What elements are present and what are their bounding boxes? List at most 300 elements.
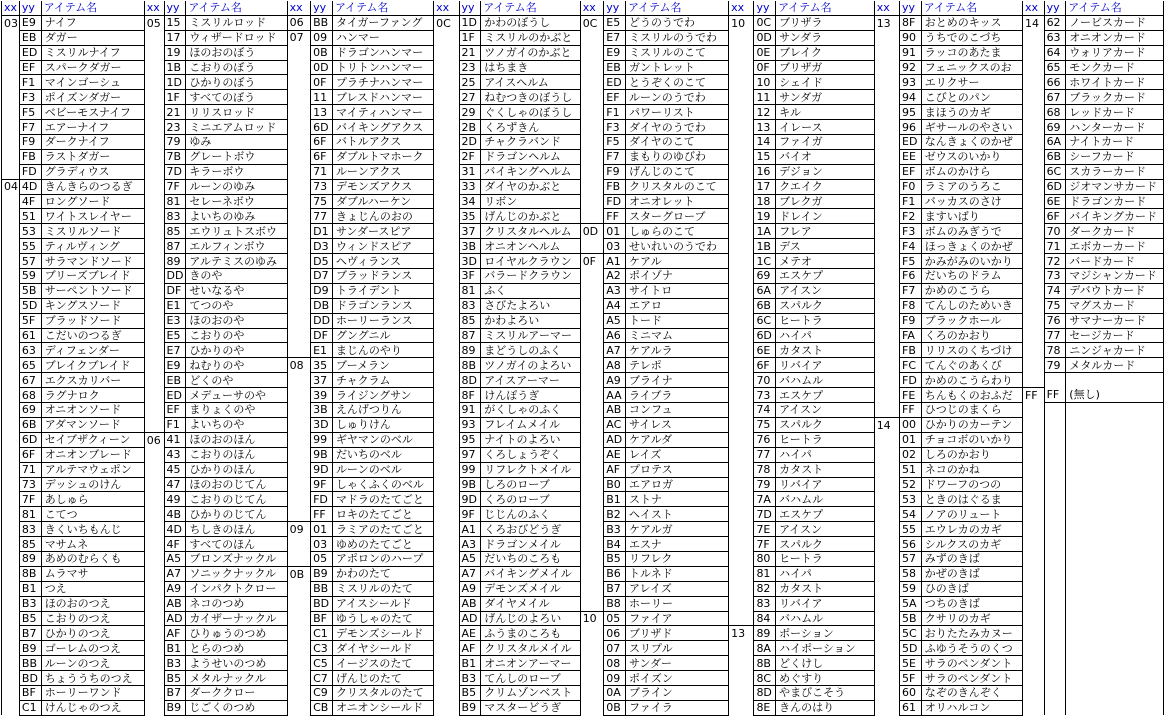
xx-code-cell bbox=[580, 551, 604, 566]
xx-code-cell bbox=[874, 551, 899, 566]
table-row bbox=[2, 120, 1164, 135]
yy-code-cell: FF bbox=[900, 403, 922, 418]
yy-code-cell: E3 bbox=[164, 313, 186, 328]
xx-code-cell bbox=[874, 462, 899, 477]
xx-code-cell bbox=[580, 656, 604, 671]
yy-code-cell: F7 bbox=[900, 283, 922, 298]
xx-code-cell bbox=[144, 120, 164, 135]
item-name-cell: ラグナロク bbox=[41, 388, 144, 403]
yy-code-cell: F8 bbox=[900, 298, 922, 313]
xx-code-cell bbox=[874, 60, 899, 75]
xx-code-cell bbox=[580, 432, 604, 447]
yy-code-cell: A8 bbox=[604, 358, 626, 373]
item-name-cell: ディフェンダー bbox=[41, 343, 144, 358]
xx-code-cell bbox=[287, 417, 311, 432]
xx-code-cell bbox=[1022, 224, 1044, 239]
empty-cell bbox=[1044, 462, 1066, 477]
xx-code-cell bbox=[287, 328, 311, 343]
item-name-cell: ウィンドスピア bbox=[332, 239, 433, 254]
item-name-cell: サラマンドソード bbox=[41, 254, 144, 269]
yy-code-cell: A3 bbox=[604, 283, 626, 298]
yy-code-cell: DF bbox=[164, 283, 186, 298]
xx-code-cell bbox=[287, 45, 311, 60]
yy-code-cell: A5 bbox=[604, 313, 626, 328]
xx-code-cell bbox=[874, 641, 899, 656]
xx-code-cell bbox=[287, 596, 311, 611]
xx-code-cell bbox=[434, 403, 459, 418]
yy-code-cell: 83 bbox=[459, 298, 481, 313]
xx-code-cell bbox=[2, 700, 20, 715]
yy-code-cell: EF bbox=[19, 60, 41, 75]
item-name-cell: だいちのころも bbox=[481, 551, 580, 566]
table-row bbox=[2, 641, 1164, 656]
empty-cell bbox=[1066, 447, 1164, 462]
xx-code-cell bbox=[2, 254, 20, 269]
item-name-cell: きんのはり bbox=[776, 700, 875, 715]
item-name-cell: ウォリアカード bbox=[1066, 45, 1164, 60]
xx-code-cell bbox=[287, 254, 311, 269]
item-name-cell: エスナ bbox=[626, 537, 729, 552]
yy-code-cell: A5 bbox=[164, 551, 186, 566]
xx-code-cell bbox=[2, 90, 20, 105]
yy-code-cell: 19 bbox=[754, 209, 776, 224]
item-name-cell: ほのおのぼう bbox=[186, 45, 287, 60]
item-name-cell: ルーンアクス bbox=[332, 164, 433, 179]
yy-code-cell: 72 bbox=[1044, 254, 1066, 269]
xx-code-cell bbox=[580, 522, 604, 537]
xx-code-cell bbox=[144, 149, 164, 164]
item-name-cell: くろおびどうぎ bbox=[481, 522, 580, 537]
item-name-cell: ポイズンダガー bbox=[41, 90, 144, 105]
item-name-cell: バラードクラウン bbox=[481, 269, 580, 284]
table-row bbox=[2, 462, 1164, 477]
header-name-2: アイテム名 bbox=[186, 1, 287, 15]
xx-code-cell bbox=[874, 298, 899, 313]
yy-code-cell: 08 bbox=[604, 656, 626, 671]
item-name-cell: スカラーカード bbox=[1066, 164, 1164, 179]
xx-code-cell bbox=[729, 60, 754, 75]
table-row bbox=[2, 700, 1164, 715]
yy-code-cell: F3 bbox=[604, 120, 626, 135]
xx-code-cell bbox=[1022, 254, 1044, 269]
item-name-cell: ひのきば bbox=[921, 581, 1022, 596]
xx-code-cell bbox=[144, 209, 164, 224]
yy-code-cell: E9 bbox=[164, 358, 186, 373]
item-name-cell: ポイズン bbox=[626, 671, 729, 686]
xx-code-cell bbox=[144, 254, 164, 269]
xx-code-cell bbox=[287, 105, 311, 120]
xx-code-cell bbox=[580, 447, 604, 462]
item-name-cell: かみがみのいかり bbox=[921, 254, 1022, 269]
item-name-cell: バトルアクス bbox=[332, 135, 433, 150]
yy-code-cell: 66 bbox=[1044, 75, 1066, 90]
yy-code-cell: B3 bbox=[164, 656, 186, 671]
yy-code-cell: EF bbox=[604, 90, 626, 105]
yy-code-cell: 75 bbox=[754, 417, 776, 432]
item-name-cell: クリスタルヘルム bbox=[481, 224, 580, 239]
item-name-cell: ホーリーランス bbox=[332, 313, 433, 328]
yy-code-cell: 64 bbox=[1044, 45, 1066, 60]
item-name-cell: だいちのドラム bbox=[921, 269, 1022, 284]
empty-cell bbox=[1022, 492, 1044, 507]
yy-code-cell: 03 bbox=[604, 239, 626, 254]
item-name-cell: ハイパ bbox=[776, 328, 875, 343]
xx-code-cell bbox=[2, 209, 20, 224]
xx-code-cell bbox=[434, 283, 459, 298]
xx-code-cell bbox=[2, 581, 20, 596]
item-name-cell: けんじゃのつえ bbox=[41, 700, 144, 715]
yy-code-cell: 6D bbox=[1044, 179, 1066, 194]
yy-code-cell: 51 bbox=[900, 462, 922, 477]
yy-code-cell: 01 bbox=[900, 432, 922, 447]
header-xx-4: xx bbox=[434, 1, 459, 15]
yy-code-cell: 6A bbox=[754, 283, 776, 298]
header-yy-4: yy bbox=[459, 1, 481, 15]
item-name-cell: カタスト bbox=[776, 462, 875, 477]
xx-code-cell bbox=[144, 373, 164, 388]
item-name-cell: マインゴーシュ bbox=[41, 75, 144, 90]
item-name-cell: バハムル bbox=[776, 492, 875, 507]
xx-code-cell bbox=[874, 283, 899, 298]
empty-cell bbox=[1066, 656, 1164, 671]
table-row bbox=[2, 432, 1164, 447]
empty-cell bbox=[1022, 656, 1044, 671]
xx-code-cell bbox=[2, 685, 20, 700]
xx-code-cell bbox=[287, 179, 311, 194]
empty-cell bbox=[1022, 507, 1044, 522]
item-name-cell: ダブルハーケン bbox=[332, 194, 433, 209]
xx-code-cell bbox=[287, 685, 311, 700]
item-name-cell: キラーボウ bbox=[186, 164, 287, 179]
table-row bbox=[2, 209, 1164, 224]
item-name-cell: オニオンアーマー bbox=[481, 656, 580, 671]
item-name-cell: リバイア bbox=[776, 477, 875, 492]
xx-code-cell bbox=[287, 507, 311, 522]
item-name-cell: ムラマサ bbox=[41, 566, 144, 581]
empty-cell bbox=[1022, 566, 1044, 581]
empty-cell bbox=[1022, 417, 1044, 432]
item-name-cell: デモンズアクス bbox=[332, 179, 433, 194]
xx-code-cell bbox=[434, 417, 459, 432]
xx-code-cell bbox=[729, 641, 754, 656]
item-name-cell: カイザーナックル bbox=[186, 611, 287, 626]
yy-code-cell: 79 bbox=[1044, 358, 1066, 373]
item-name-cell: メタルナックル bbox=[186, 671, 287, 686]
item-name-cell: こおりのほん bbox=[186, 447, 287, 462]
yy-code-cell: 6B bbox=[754, 298, 776, 313]
yy-code-cell: 17 bbox=[754, 179, 776, 194]
xx-code-cell bbox=[729, 90, 754, 105]
empty-cell bbox=[1044, 551, 1066, 566]
yy-code-cell: 7F bbox=[754, 537, 776, 552]
yy-code-cell: 73 bbox=[19, 477, 41, 492]
xx-code-cell bbox=[144, 388, 164, 403]
xx-code-cell bbox=[580, 566, 604, 581]
item-name-cell: マジシャンカード bbox=[1066, 269, 1164, 284]
empty-cell bbox=[1044, 522, 1066, 537]
item-name-cell: ひかりのや bbox=[186, 343, 287, 358]
empty-cell bbox=[1044, 626, 1066, 641]
xx-code-cell bbox=[287, 388, 311, 403]
item-name-cell: ブリザド bbox=[626, 626, 729, 641]
xx-code-cell bbox=[874, 120, 899, 135]
item-name-cell: デス bbox=[776, 239, 875, 254]
xx-code-cell bbox=[434, 551, 459, 566]
item-name-cell: アルテミスのゆみ bbox=[186, 254, 287, 269]
item-name-cell: ブラックカード bbox=[1066, 90, 1164, 105]
xx-code-cell bbox=[2, 671, 20, 686]
xx-code-cell bbox=[2, 566, 20, 581]
table-row bbox=[2, 15, 1164, 30]
xx-code-cell bbox=[434, 45, 459, 60]
empty-cell bbox=[1022, 700, 1044, 715]
xx-code-cell bbox=[1022, 269, 1044, 284]
xx-code-cell bbox=[144, 60, 164, 75]
item-name-cell: スパルク bbox=[776, 298, 875, 313]
item-name-cell: どくのや bbox=[186, 373, 287, 388]
xx-code-cell bbox=[287, 492, 311, 507]
item-name-cell: エスケプ bbox=[776, 269, 875, 284]
item-name-cell: リフレク bbox=[626, 551, 729, 566]
item-name-cell: オニオレット bbox=[626, 194, 729, 209]
xx-code-cell bbox=[729, 671, 754, 686]
xx-code-cell bbox=[580, 164, 604, 179]
yy-code-cell: 79 bbox=[754, 477, 776, 492]
item-name-cell: サンダー bbox=[626, 656, 729, 671]
item-name-cell: キル bbox=[776, 105, 875, 120]
item-name-cell: ほのおのほん bbox=[186, 432, 287, 447]
yy-code-cell: 84 bbox=[754, 611, 776, 626]
xx-code-cell bbox=[2, 537, 20, 552]
xx-code-cell bbox=[1022, 373, 1044, 388]
yy-code-cell: DD bbox=[164, 269, 186, 284]
xx-code-cell bbox=[874, 45, 899, 60]
xx-code-cell bbox=[729, 551, 754, 566]
xx-code-cell bbox=[434, 656, 459, 671]
yy-code-cell: F6 bbox=[900, 269, 922, 284]
yy-code-cell: D5 bbox=[311, 254, 333, 269]
xx-code-cell bbox=[2, 75, 20, 90]
empty-cell bbox=[1022, 685, 1044, 700]
xx-code-cell bbox=[2, 120, 20, 135]
xx-code-cell bbox=[287, 551, 311, 566]
yy-code-cell: 1B bbox=[754, 239, 776, 254]
yy-code-cell: 05 bbox=[311, 551, 333, 566]
xx-code-cell bbox=[287, 403, 311, 418]
yy-code-cell: 1F bbox=[459, 30, 481, 45]
xx-code-cell bbox=[580, 60, 604, 75]
item-name-cell: アイスン bbox=[776, 283, 875, 298]
item-name-cell: ハンマー bbox=[332, 30, 433, 45]
table-row bbox=[2, 149, 1164, 164]
item-name-cell: ツノガイのかぶと bbox=[481, 45, 580, 60]
yy-code-cell: FE bbox=[900, 388, 922, 403]
item-name-cell: ゴーレムのつえ bbox=[41, 641, 144, 656]
yy-code-cell: AB bbox=[604, 403, 626, 418]
yy-code-cell: 5B bbox=[900, 611, 922, 626]
yy-code-cell: 47 bbox=[164, 477, 186, 492]
yy-code-cell: FF bbox=[1044, 388, 1066, 403]
xx-code-cell bbox=[144, 685, 164, 700]
item-name-cell: クリムゾンベスト bbox=[481, 685, 580, 700]
yy-code-cell: 69 bbox=[754, 269, 776, 284]
yy-code-cell: EB bbox=[164, 373, 186, 388]
yy-code-cell: 61 bbox=[19, 328, 41, 343]
xx-code-cell bbox=[1022, 120, 1044, 135]
yy-code-cell: 0E bbox=[754, 45, 776, 60]
item-name-cell: ダガー bbox=[41, 30, 144, 45]
header-xx-8: xx bbox=[1022, 1, 1044, 15]
xx-code-cell bbox=[874, 269, 899, 284]
item-name-cell: グレートボウ bbox=[186, 149, 287, 164]
xx-code-cell bbox=[580, 700, 604, 715]
item-name-cell: ダークカード bbox=[1066, 224, 1164, 239]
item-name-cell: ボムのかけら bbox=[921, 164, 1022, 179]
item-name-cell: つえ bbox=[41, 581, 144, 596]
yy-code-cell: 81 bbox=[459, 283, 481, 298]
yy-code-cell: 65 bbox=[19, 358, 41, 373]
xx-code-cell bbox=[580, 671, 604, 686]
item-name-cell: ドレイン bbox=[776, 209, 875, 224]
table-row bbox=[2, 477, 1164, 492]
yy-code-cell: 0D bbox=[311, 60, 333, 75]
table-row bbox=[2, 283, 1164, 298]
xx-code-cell bbox=[2, 626, 20, 641]
yy-code-cell: 83 bbox=[19, 522, 41, 537]
header-yy-5: yy bbox=[604, 1, 626, 15]
yy-code-cell: 51 bbox=[19, 209, 41, 224]
item-name-cell: アイスアーマー bbox=[481, 373, 580, 388]
yy-code-cell: AB bbox=[459, 596, 481, 611]
item-name-cell: だいちのベル bbox=[332, 447, 433, 462]
item-name-cell: トライデント bbox=[332, 283, 433, 298]
item-name-cell: トルネド bbox=[626, 566, 729, 581]
item-name-cell: ブレスドハンマー bbox=[332, 90, 433, 105]
item-name-cell: クリスタルのこて bbox=[626, 179, 729, 194]
yy-code-cell: 55 bbox=[19, 239, 41, 254]
xx-code-cell bbox=[874, 596, 899, 611]
xx-code-cell bbox=[580, 209, 604, 224]
xx-code-cell bbox=[144, 403, 164, 418]
yy-code-cell: B1 bbox=[604, 492, 626, 507]
item-name-cell: ブリーズブレイド bbox=[41, 269, 144, 284]
xx-code-cell bbox=[580, 75, 604, 90]
yy-code-cell: F4 bbox=[900, 239, 922, 254]
yy-code-cell: 77 bbox=[1044, 328, 1066, 343]
yy-code-cell: 34 bbox=[459, 194, 481, 209]
xx-code-cell bbox=[2, 656, 20, 671]
xx-code-cell bbox=[144, 462, 164, 477]
item-name-cell: きのや bbox=[186, 269, 287, 284]
empty-cell bbox=[1044, 432, 1066, 447]
xx-code-cell bbox=[580, 90, 604, 105]
yy-code-cell: 85 bbox=[459, 313, 481, 328]
item-name-cell: エリクサー bbox=[921, 75, 1022, 90]
yy-code-cell: 83 bbox=[164, 209, 186, 224]
item-name-cell: ネコのつめ bbox=[186, 596, 287, 611]
yy-code-cell: F7 bbox=[604, 149, 626, 164]
empty-cell bbox=[1066, 462, 1164, 477]
item-name-cell: とうぞくのこて bbox=[626, 75, 729, 90]
xx-code-cell bbox=[729, 611, 754, 626]
xx-code-cell bbox=[874, 700, 899, 715]
xx-code-cell bbox=[287, 224, 311, 239]
item-name-cell: まどうしのふく bbox=[481, 343, 580, 358]
xx-code-cell bbox=[144, 671, 164, 686]
yy-code-cell: 5B bbox=[19, 283, 41, 298]
yy-code-cell: 15 bbox=[754, 149, 776, 164]
yy-code-cell: 60 bbox=[900, 685, 922, 700]
yy-code-cell: FD bbox=[900, 373, 922, 388]
yy-code-cell: 89 bbox=[754, 626, 776, 641]
item-name-cell: イージスのたて bbox=[332, 656, 433, 671]
item-name-cell: レイズ bbox=[626, 447, 729, 462]
table-row bbox=[2, 75, 1164, 90]
xx-code-cell bbox=[874, 328, 899, 343]
header-yy-1: yy bbox=[19, 1, 41, 15]
item-name-cell: ドラゴンメイル bbox=[481, 537, 580, 552]
item-name-cell: (無し) bbox=[1066, 388, 1164, 403]
yy-code-cell: 81 bbox=[164, 194, 186, 209]
yy-code-cell: B5 bbox=[19, 611, 41, 626]
item-name-cell: ガントレット bbox=[626, 60, 729, 75]
item-name-cell: デモンズメイル bbox=[481, 581, 580, 596]
item-name-cell: よいちのゆみ bbox=[186, 209, 287, 224]
xx-code-cell bbox=[2, 239, 20, 254]
xx-code-cell: 10 bbox=[729, 15, 754, 30]
yy-code-cell: 17 bbox=[164, 30, 186, 45]
xx-code-cell bbox=[434, 685, 459, 700]
yy-code-cell: BB bbox=[19, 656, 41, 671]
item-name-cell: トリトンハンマー bbox=[332, 60, 433, 75]
xx-code-cell: 0D bbox=[580, 224, 604, 239]
xx-code-cell bbox=[729, 537, 754, 552]
table-row bbox=[2, 596, 1164, 611]
yy-code-cell: 94 bbox=[900, 90, 922, 105]
xx-code-cell bbox=[434, 566, 459, 581]
yy-code-cell: 93 bbox=[459, 417, 481, 432]
header-name-4: アイテム名 bbox=[481, 1, 580, 15]
yy-code-cell: 07 bbox=[604, 641, 626, 656]
yy-code-cell: ED bbox=[604, 75, 626, 90]
xx-code-cell bbox=[287, 477, 311, 492]
item-name-cell: あしゅら bbox=[41, 492, 144, 507]
yy-code-cell: BB bbox=[311, 581, 333, 596]
item-name-cell: セイブザクィーン bbox=[41, 432, 144, 447]
xx-code-cell bbox=[1022, 358, 1044, 373]
item-name-cell: ジオマンサカード bbox=[1066, 179, 1164, 194]
yy-code-cell: BF bbox=[311, 611, 333, 626]
item-name-cell: オニオンブレード bbox=[41, 447, 144, 462]
yy-code-cell: 0B bbox=[604, 700, 626, 715]
table-row bbox=[2, 656, 1164, 671]
xx-code-cell bbox=[144, 581, 164, 596]
xx-code-cell: 04 bbox=[2, 179, 20, 194]
yy-code-cell: 69 bbox=[19, 403, 41, 418]
item-name-cell: しゅりけん bbox=[332, 417, 433, 432]
table-row bbox=[2, 179, 1164, 194]
xx-code-cell bbox=[580, 239, 604, 254]
xx-code-cell bbox=[434, 537, 459, 552]
header-xx-6: xx bbox=[729, 1, 754, 15]
yy-code-cell: 5C bbox=[900, 626, 922, 641]
xx-code-cell bbox=[144, 358, 164, 373]
yy-code-cell: E5 bbox=[604, 15, 626, 30]
yy-code-cell: 39 bbox=[311, 388, 333, 403]
item-name-cell: ヒートラ bbox=[776, 551, 875, 566]
item-name-cell: ブレイク bbox=[776, 45, 875, 60]
xx-code-cell bbox=[729, 135, 754, 150]
